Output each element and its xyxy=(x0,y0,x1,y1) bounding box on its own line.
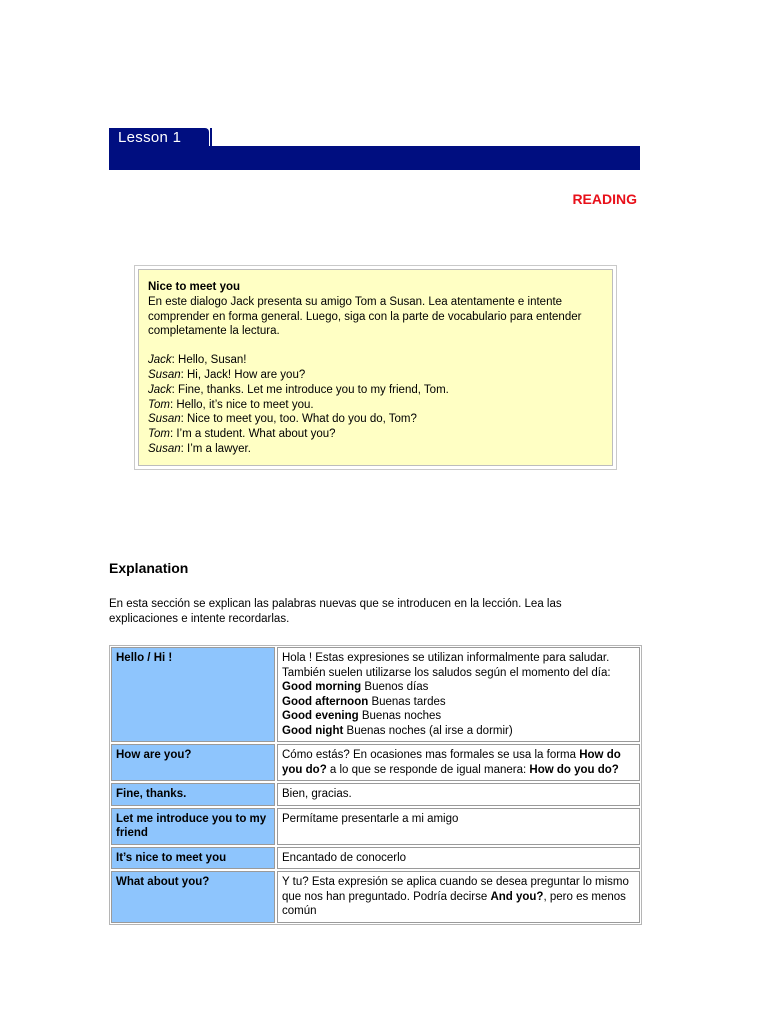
speaker-name: Susan xyxy=(148,368,181,381)
line-text: : Nice to meet you, too. What do you do, Tom? xyxy=(180,413,417,426)
table-row xyxy=(111,647,640,742)
dialogue-title: Nice to meet you xyxy=(148,281,241,293)
vocab-meaning xyxy=(277,647,640,742)
vocab-term: Fine, thanks. xyxy=(111,783,275,806)
lesson-banner xyxy=(109,128,640,170)
vocab-meaning: Permítame presentarle a mi amigo xyxy=(277,808,640,845)
dialogue-line xyxy=(148,368,604,383)
reading-content xyxy=(138,269,613,466)
vocab-term: Hello / Hi ! xyxy=(111,647,275,742)
speaker-name: Tom xyxy=(148,428,170,441)
table-row xyxy=(111,847,640,870)
meaning-bold-text: How do you do? xyxy=(529,763,619,776)
table-row xyxy=(111,783,640,806)
lesson-header-bar xyxy=(109,146,640,170)
explanation-intro: En esta sección se explican las palabras nuevas que se introducen en la lección. Lea las explicaciones e intente recordarlas. xyxy=(109,598,562,625)
table-row xyxy=(111,871,640,923)
greeting-translation: Buenas tardes xyxy=(368,695,446,708)
line-text: : Hello, it’s nice to meet you. xyxy=(169,398,314,411)
vocab-term: Let me introduce you to my friend xyxy=(111,808,275,845)
vocabulary-table xyxy=(109,645,642,925)
vocab-meaning xyxy=(277,744,640,781)
greeting-term: Good evening xyxy=(282,710,359,722)
vocab-term: How are you? xyxy=(111,744,275,781)
reading-box xyxy=(134,265,617,470)
speaker-name: Jack xyxy=(148,354,172,367)
meaning-bold-text: And you? xyxy=(490,890,544,903)
greeting-translation: Buenas noches (al irse a dormir) xyxy=(343,724,513,737)
speaker-name: Susan xyxy=(148,442,181,455)
speaker-name: Tom xyxy=(148,398,170,411)
meaning-text: a lo que se responde de igual manera: xyxy=(326,763,530,776)
line-text: : Fine, thanks. Let me introduce you to my friend, Tom. xyxy=(171,383,449,396)
vocab-meaning: Encantado de conocerlo xyxy=(277,847,640,870)
meaning-text: Cómo estás? En ocasiones mas formales se usa la forma xyxy=(282,749,580,761)
greeting-term: Good afternoon xyxy=(282,695,369,708)
line-text: : Hi, Jack! How are you? xyxy=(180,368,306,381)
dialogue-intro: En este dialogo Jack presenta su amigo Tom a Susan. Lea atentamente e intente comprender en forma general. Luego, siga con la parte de vocabulario para entender completamente la lectura. xyxy=(148,295,582,338)
vocab-term: It’s nice to meet you xyxy=(111,847,275,870)
dialogue-line xyxy=(148,427,604,442)
meaning-text: Hola ! Estas expresiones se utilizan informalmente para saludar. También suelen utilizarse los saludos según el momento del día: xyxy=(282,652,611,679)
dialogue-line xyxy=(148,442,604,457)
dialogue-line xyxy=(148,353,604,368)
section-title-reading: READING xyxy=(572,191,637,207)
greeting-term: Good night xyxy=(282,724,344,737)
dialogue-line xyxy=(148,398,604,413)
table-row xyxy=(111,808,640,845)
vocab-term: What about you? xyxy=(111,871,275,923)
greeting-translation: Buenos días xyxy=(361,681,429,693)
greeting-translation: Buenas noches xyxy=(358,710,442,722)
meaning-text: Y tu? Esta expresión se aplica cuando se desea preguntar lo mismo que nos han preguntado. Podría decirse xyxy=(282,876,629,903)
line-text: : I’m a lawyer. xyxy=(180,442,251,455)
table-row xyxy=(111,744,640,781)
explanation-heading: Explanation xyxy=(109,560,189,576)
lesson-tab: Lesson 1 xyxy=(109,128,209,148)
greeting-term: Good morning xyxy=(282,681,362,693)
speaker-name: Susan xyxy=(148,413,181,426)
meaning-text: , pero es menos común xyxy=(282,890,626,917)
vocab-meaning xyxy=(277,871,640,923)
line-text: : I’m a student. What about you? xyxy=(169,428,336,441)
line-text: : Hello, Susan! xyxy=(171,354,247,367)
speaker-name: Jack xyxy=(148,383,172,396)
dialogue-line xyxy=(148,383,604,398)
vocab-meaning: Bien, gracias. xyxy=(277,783,640,806)
dialogue-line xyxy=(148,412,604,427)
meaning-bold-text: How do you do? xyxy=(282,749,621,776)
lesson-tab-notch xyxy=(210,128,212,146)
